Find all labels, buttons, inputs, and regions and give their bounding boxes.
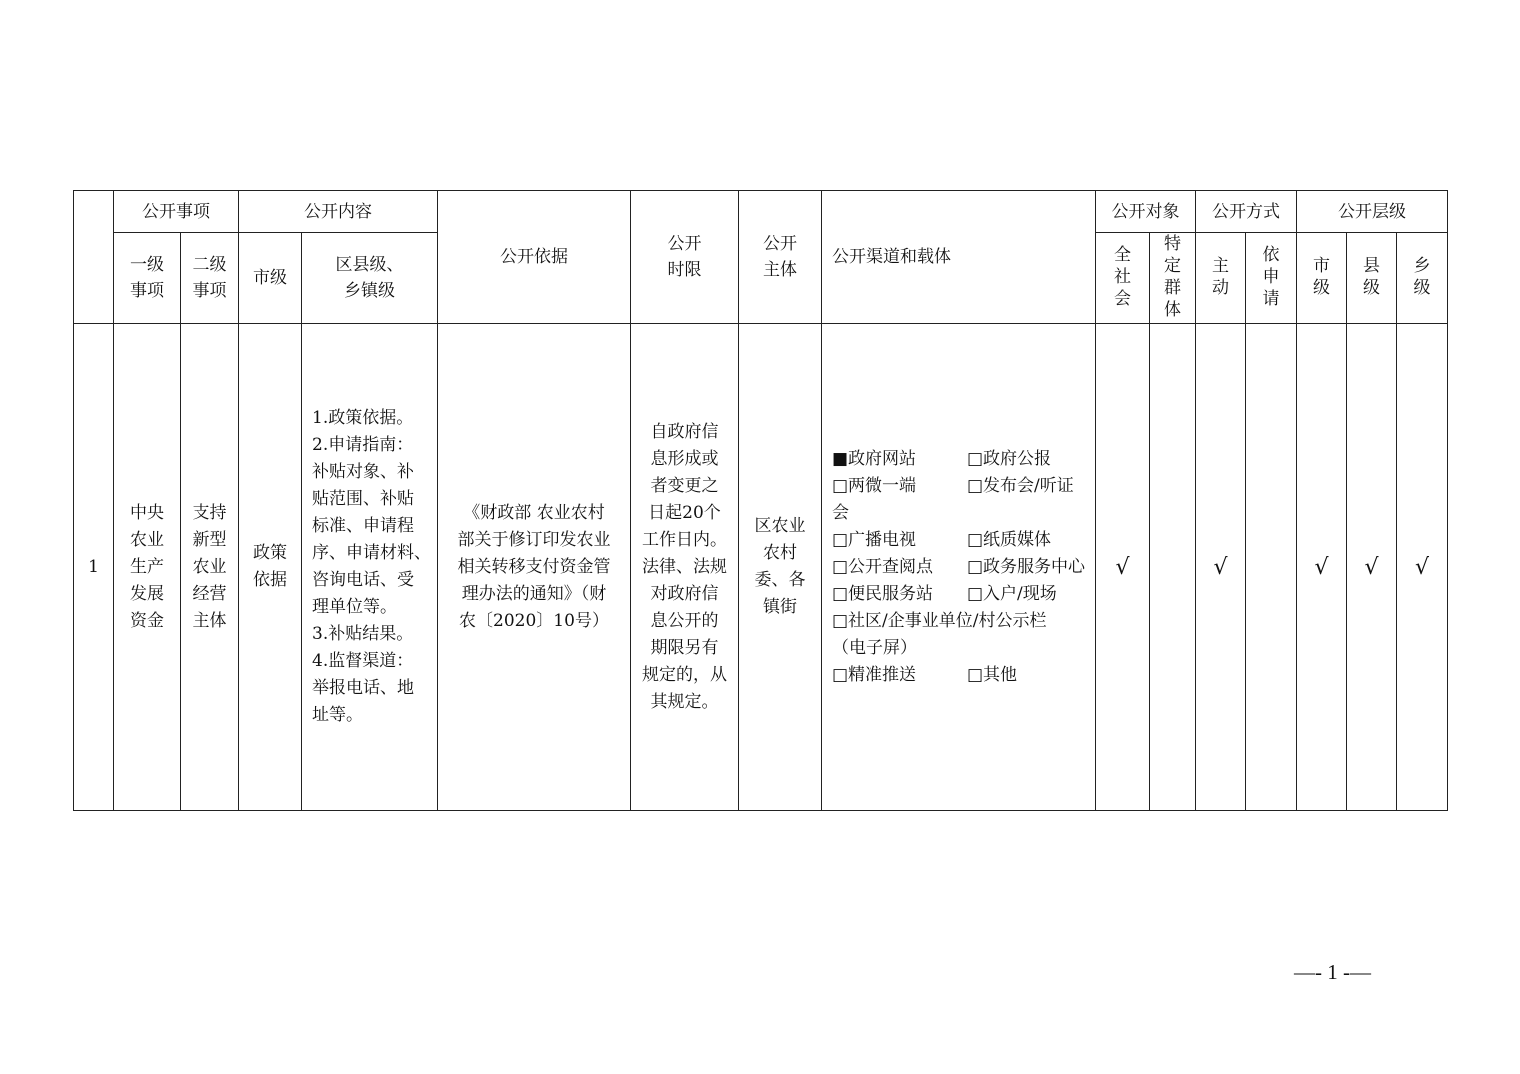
row-city-level: 政策依据 xyxy=(239,324,302,811)
row-method-active: √ xyxy=(1196,324,1246,811)
basis-line: 部关于修订印发农业 xyxy=(457,529,611,550)
district-content-line: 理单位等。 xyxy=(312,597,397,617)
district-content-line: 补贴对象、补 xyxy=(312,462,414,482)
row-subject xyxy=(739,324,822,811)
header-disclosure-content: 公开内容 xyxy=(239,191,438,233)
row-index: 1 xyxy=(74,324,114,811)
time-limit-line: 者变更之 xyxy=(650,475,719,496)
channel-door-to-door: □入户/现场 xyxy=(967,583,1057,604)
channel-convenience-station: □便民服务站 xyxy=(832,583,934,604)
header-audience-specific: 特定群体 xyxy=(1150,233,1196,324)
time-limit-line: 日起20个 xyxy=(648,502,721,523)
header-method: 公开方式 xyxy=(1196,191,1297,233)
time-limit-line: 其规定。 xyxy=(650,691,719,712)
time-limit-line: 规定的，从 xyxy=(642,664,727,685)
channel-service-center: □政务服务中心 xyxy=(967,556,1086,577)
header-disclosure-item: 公开事项 xyxy=(114,191,239,233)
basis-line: 《财政部 农业农村 xyxy=(463,502,605,523)
header-method-request: 依申请 xyxy=(1246,233,1297,324)
row-district-level xyxy=(302,324,438,811)
header-city-level: 市级 xyxy=(239,233,302,324)
channel-precise-push: □精准推送 xyxy=(832,664,917,685)
district-content-line: 2.申请指南： xyxy=(312,435,414,455)
index-header xyxy=(74,191,114,324)
time-limit-line: 息形成或 xyxy=(650,448,719,469)
time-limit-line: 对政府信 xyxy=(650,583,719,604)
header-time-limit: 公开 时限 xyxy=(631,191,739,324)
row-level-city: √ xyxy=(1297,324,1347,811)
channel-press-conf: □发布会/听证会 xyxy=(832,475,1074,523)
district-content-line: 1.政策依据。 xyxy=(312,408,414,428)
time-limit-line: 法律、法规 xyxy=(642,556,727,577)
header-level-town: 乡级 xyxy=(1397,233,1448,324)
subject-line: 镇街 xyxy=(763,597,797,617)
header-level: 公开层级 xyxy=(1297,191,1448,233)
table-row xyxy=(74,324,1448,811)
channel-reading-point: □公开查阅点 xyxy=(832,556,934,577)
header-level2-item: 二级 事项 xyxy=(181,233,239,324)
row-level-county: √ xyxy=(1347,324,1397,811)
page-number: —- 1 -— xyxy=(1294,960,1371,984)
subject-line: 农村 xyxy=(763,543,797,563)
row-audience-all: √ xyxy=(1096,324,1150,811)
channel-other: □其他 xyxy=(967,664,1018,685)
district-content-line: 举报电话、地 xyxy=(312,678,414,698)
channel-community-board: □社区/企事业单位/村公示栏（电子屏） xyxy=(832,610,1047,658)
district-content-line: 址等。 xyxy=(312,705,363,725)
header-audience-all: 全社会 xyxy=(1096,233,1150,324)
header-channels: 公开渠道和载体 xyxy=(822,191,1096,324)
row-basis xyxy=(438,324,631,811)
channel-gov-website: ■政府网站 xyxy=(832,448,917,469)
channel-broadcast: □广播电视 xyxy=(832,529,917,550)
channel-paper-media: □纸质媒体 xyxy=(967,529,1052,550)
channel-gov-gazette: □政府公报 xyxy=(967,448,1052,469)
header-level-city: 市级 xyxy=(1297,233,1347,324)
row-channels xyxy=(822,324,1096,811)
time-limit-line: 息公开的 xyxy=(650,610,719,631)
header-level1-item: 一级 事项 xyxy=(114,233,181,324)
header-level-county: 县级 xyxy=(1347,233,1397,324)
time-limit-line: 工作日内。 xyxy=(642,529,727,550)
header-audience: 公开对象 xyxy=(1096,191,1196,233)
row-level1-item: 中央农业生产发展资金 xyxy=(114,324,181,811)
district-content-line: 咨询电话、受 xyxy=(312,570,414,590)
row-level2-item: 支持新型农业经营主体 xyxy=(181,324,239,811)
subject-line: 区农业 xyxy=(754,516,806,536)
time-limit-line: 期限另有 xyxy=(650,637,719,658)
district-content-line: 贴范围、补贴 xyxy=(312,489,414,509)
row-level-town: √ xyxy=(1397,324,1448,811)
header-basis: 公开依据 xyxy=(438,191,631,324)
district-content-line: 4.监督渠道： xyxy=(312,651,414,671)
time-limit-line: 自政府信 xyxy=(650,421,719,442)
basis-line: 理办法的通知》（财 xyxy=(461,583,607,604)
basis-line: 相关转移支付资金管 xyxy=(457,556,611,577)
district-content-line: 标准、申请程 xyxy=(312,516,414,536)
row-method-request xyxy=(1246,324,1297,811)
disclosure-table xyxy=(73,190,1448,811)
district-content-line: 序、申请材料、 xyxy=(312,543,431,563)
row-audience-specific xyxy=(1150,324,1196,811)
header-district-level: 区县级、 乡镇级 xyxy=(302,233,438,324)
district-content-line: 3.补贴结果。 xyxy=(312,624,414,644)
header-method-active: 主动 xyxy=(1196,233,1246,324)
header-subject: 公开 主体 xyxy=(739,191,822,324)
basis-line: 农〔2020〕10号） xyxy=(459,610,609,631)
subject-line: 委、各 xyxy=(754,570,806,590)
row-time-limit xyxy=(631,324,739,811)
channel-two-wei: □两微一端 xyxy=(832,475,917,496)
